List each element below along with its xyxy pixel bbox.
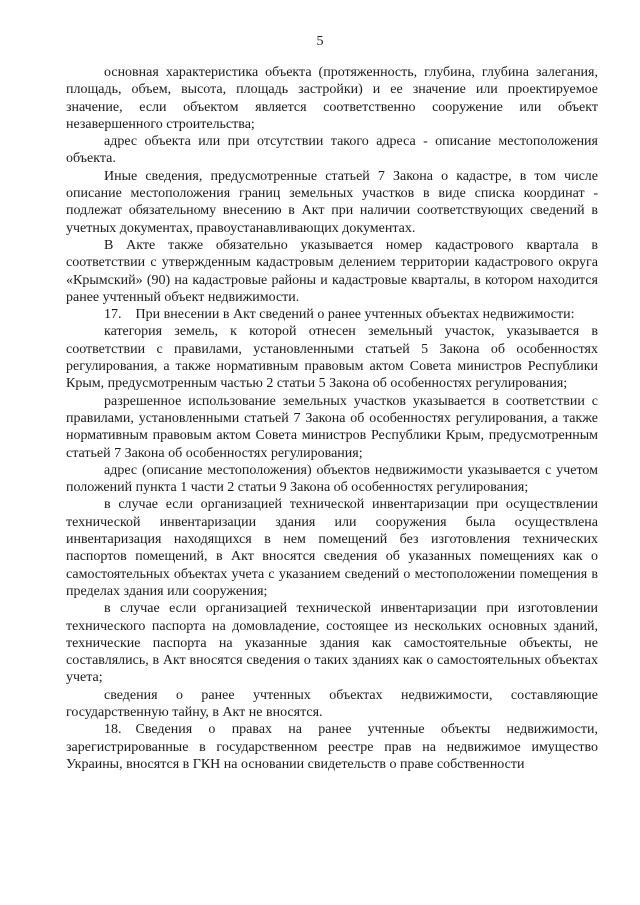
paragraph-land-category: категория земель, к которой отнесен земельный участок, указывается в соответствии с правилами, установленными статьей 5 Закона об особенностях регулирования, а также нормативным правовым актом Совета министров Республики Крым, предусмотренным частью 2 статьи 5 Закона об особенностях регулирования; [66, 324, 598, 392]
paragraph-other-info: Иные сведения, предусмотренные статьей 7 Закона о кадастре, в том числе описание местоположения границ земельных участков в виде списка координат - подлежат обязательному внесению в Акт при наличии соответствующих сведений в учетных документах, правоустанавливающих документах. [66, 168, 598, 236]
paragraph-address: адрес объекта или при отсутствии такого адреса - описание местоположения объекта. [66, 134, 598, 167]
paragraph-household-buildings: в случае если организацией технической инвентаризации при изготовлении технического паспорта на домовладение, состоящее из нескольких основных зданий, технические паспорта на указанные здания как самостоятельные объекты, не составлялись, в Акт вносятся сведения о таких зданиях как о самостоятельных объектах учета; [66, 601, 598, 686]
document-body [66, 64, 598, 773]
paragraph-item-18: 18. Сведения о правах на ранее учтенные объекты недвижимости, зарегистрированные в государственном реестре прав на недвижимое имущество Украины, вносятся в ГКН на основании свидетельств о праве собственности [66, 722, 598, 772]
paragraph-characteristics: основная характеристика объекта (протяженность, глубина, глубина залегания, площадь, объем, высота, площадь застройки) и ее значение или проектируемое значение, если объектом является соответственно сооружение или объект незавершенного строительства; [66, 65, 598, 132]
paragraph-permitted-use: разрешенное использование земельных участков указывается в соответствии с правилами, установленными статьей 7 Закона об особенностях регулирования, а также нормативным правовым актом Совета министров Республики Крым, предусмотренным статьей 7 Закона об особенностях регулирования; [66, 393, 598, 461]
paragraph-item-17: 17. При внесении в Акт сведений о ранее учтенных объектах недвижимости: [104, 307, 575, 323]
paragraph-location-address: адрес (описание местоположения) объектов недвижимости указывается с учетом положений пункта 1 части 2 статьи 9 Закона об особенностях регулирования; [66, 462, 598, 496]
page-number: 5 [316, 34, 324, 49]
paragraph-state-secret: сведения о ранее учтенных объектах недвижимости, составляющие государственную тайну, в Акт не вносятся. [66, 687, 598, 720]
paragraph-premises-inventory: в случае если организацией технической инвентаризации при осуществлении технической инвентаризации здания или сооружения была осуществлена инвентаризация находящихся в нем помещений без изготовления технических паспортов помещений, в Акт вносятся сведения об указанных помещениях как о самостоятельных объектах учета с указанием сведений о местоположении помещения в пределах здания или сооружения; [66, 497, 598, 599]
paragraph-cadastral-quarter: В Акте также обязательно указывается номер кадастрового квартала в соответствии с утвержденным кадастровым делением территории кадастрового округа «Крымский» (90) на кадастровые районы и кадастровые кварталы, в котором находится ранее учтенный объект недвижимости. [66, 237, 598, 305]
